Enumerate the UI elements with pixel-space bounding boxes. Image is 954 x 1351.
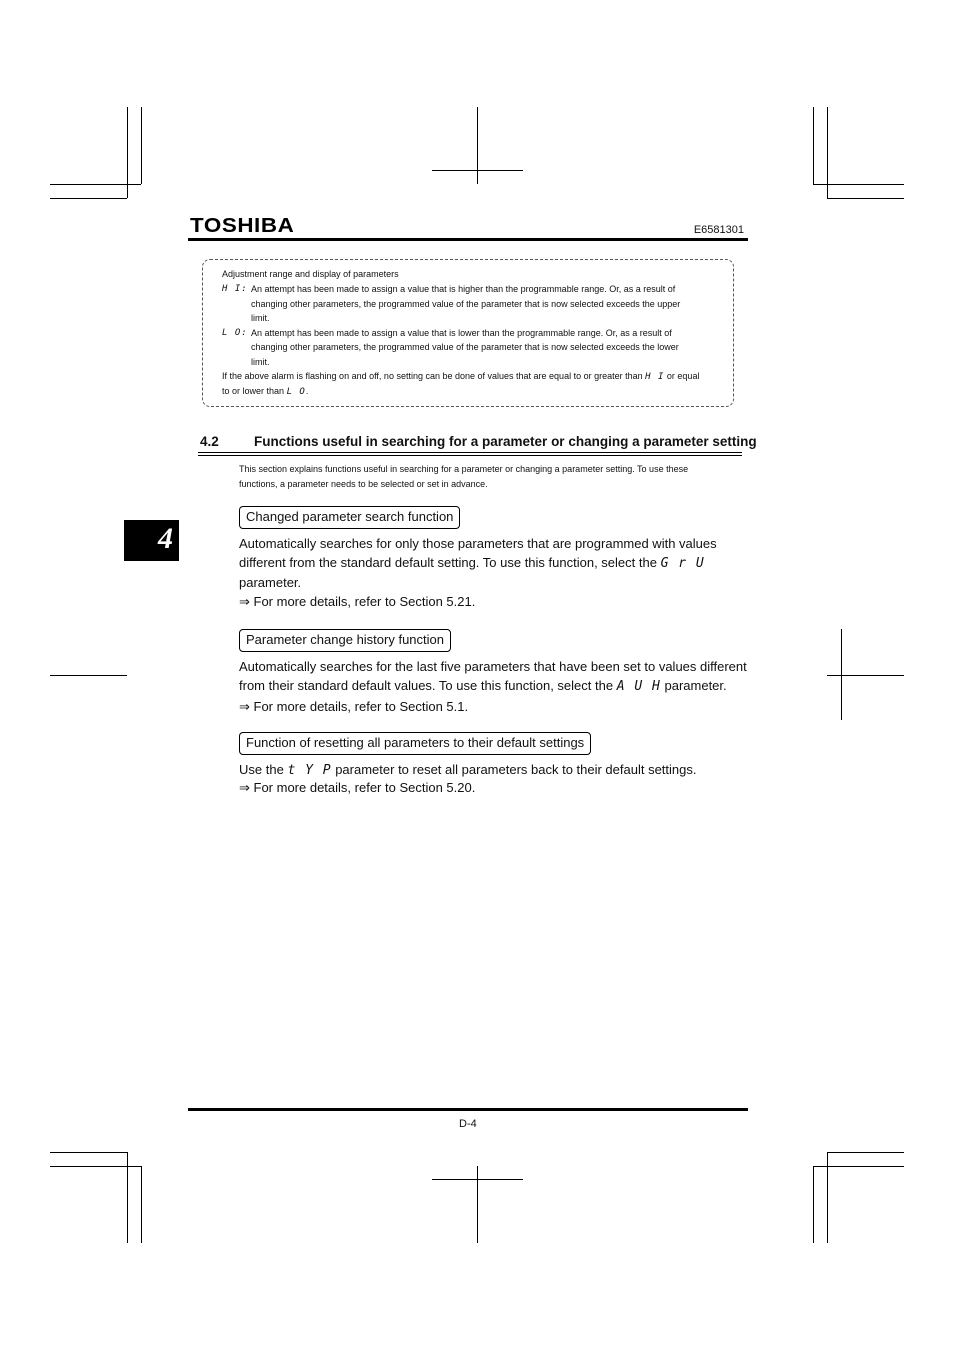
document-number: E6581301 bbox=[693, 224, 744, 236]
auh-code: A U H bbox=[616, 679, 661, 694]
lo-code-inline: L O bbox=[286, 386, 306, 397]
crop-mark bbox=[141, 107, 142, 184]
note-footer-line-1: If the above alarm is flashing on and off, no setting can be done of values that are equal to or greater than H I or equal bbox=[222, 371, 700, 382]
crop-mark bbox=[127, 1152, 128, 1243]
crop-mark bbox=[827, 1152, 828, 1243]
chapter-tab: 4 bbox=[124, 520, 179, 561]
lo-code: L O: bbox=[222, 327, 248, 338]
crop-mark bbox=[827, 1152, 904, 1153]
changed-parameter-search-label: Changed parameter search function bbox=[239, 506, 460, 529]
crop-mark bbox=[50, 198, 127, 199]
section-intro: This section explains functions useful in searching for a parameter or changing a parameter setting. To use these functions, a parameter needs to be selected or set in advance. bbox=[239, 464, 689, 489]
hi-code-inline: H I bbox=[645, 372, 665, 382]
parameter-range-note bbox=[202, 259, 734, 407]
hi-code: H I: bbox=[222, 284, 248, 294]
crop-mark bbox=[477, 107, 478, 184]
crop-mark bbox=[813, 184, 904, 185]
brand-logo: TOSHIBA bbox=[190, 215, 295, 237]
lo-line-2: changing other parameters, the programmed value of the parameter that is now selected exceeds the lower bbox=[251, 342, 679, 352]
page-number: D-4 bbox=[459, 1118, 477, 1130]
crop-mark bbox=[50, 675, 127, 676]
reset-default-settings-label: Function of resetting all parameters to their default settings bbox=[239, 732, 591, 755]
gru-code: G r U bbox=[660, 556, 705, 571]
crop-mark bbox=[813, 1166, 814, 1243]
crop-mark bbox=[827, 675, 904, 676]
header-rule bbox=[188, 238, 748, 241]
parameter-change-history-label: Parameter change history function bbox=[239, 629, 451, 652]
section-reference: ⇒ For more details, refer to Section 5.21. bbox=[239, 594, 476, 609]
section-rule bbox=[198, 452, 742, 453]
section-reference: ⇒ For more details, refer to Section 5.1. bbox=[239, 699, 469, 714]
lo-line-3: limit. bbox=[251, 356, 270, 367]
typ-code: t Y P bbox=[287, 763, 332, 778]
crop-mark bbox=[432, 170, 523, 171]
changed-parameter-search-text: Automatically searches for only those parameters that are programmed with values different from the standard default setting. To use this function, select the G r U parameter. ⇒ For more details, refer to Section 5.21. bbox=[239, 534, 744, 611]
lo-line-1: An attempt has been made to assign a value that is lower than the programmable range. Or, as a result of bbox=[251, 327, 672, 338]
hi-line-2: changing other parameters, the programmed value of the parameter that is now selected exceeds the upper bbox=[251, 298, 681, 309]
section-title: Functions useful in searching for a parameter or changing a parameter setting bbox=[254, 434, 757, 449]
hi-line-3: limit. bbox=[251, 313, 270, 323]
section-number: 4.2 bbox=[200, 434, 219, 449]
section-reference: ⇒ For more details, refer to Section 5.20. bbox=[239, 780, 476, 795]
hi-line-1: An attempt has been made to assign a value that is higher than the programmable range. Or, as a result of bbox=[251, 284, 676, 294]
crop-mark bbox=[141, 1166, 142, 1243]
footer-rule bbox=[188, 1108, 748, 1111]
reset-default-settings-text: Use the t Y P parameter to reset all parameters back to their default settings. ⇒ For more details, refer to Section 5.20. bbox=[239, 761, 744, 796]
crop-mark bbox=[827, 198, 904, 199]
crop-mark bbox=[432, 1179, 523, 1180]
parameter-change-history-text: Automatically searches for the last five parameters that have been set to values different from their standard default values. To use this function, select the A U H parameter. ⇒ For more details, refer to Section 5.1. bbox=[239, 659, 747, 714]
crop-mark bbox=[50, 1152, 127, 1153]
crop-mark bbox=[477, 1166, 478, 1243]
section-rule bbox=[198, 455, 742, 456]
note-title: Adjustment range and display of parameters bbox=[222, 269, 399, 279]
crop-mark bbox=[50, 184, 141, 185]
crop-mark bbox=[813, 107, 814, 184]
note-footer-line-2: to or lower than L O. bbox=[222, 385, 309, 397]
